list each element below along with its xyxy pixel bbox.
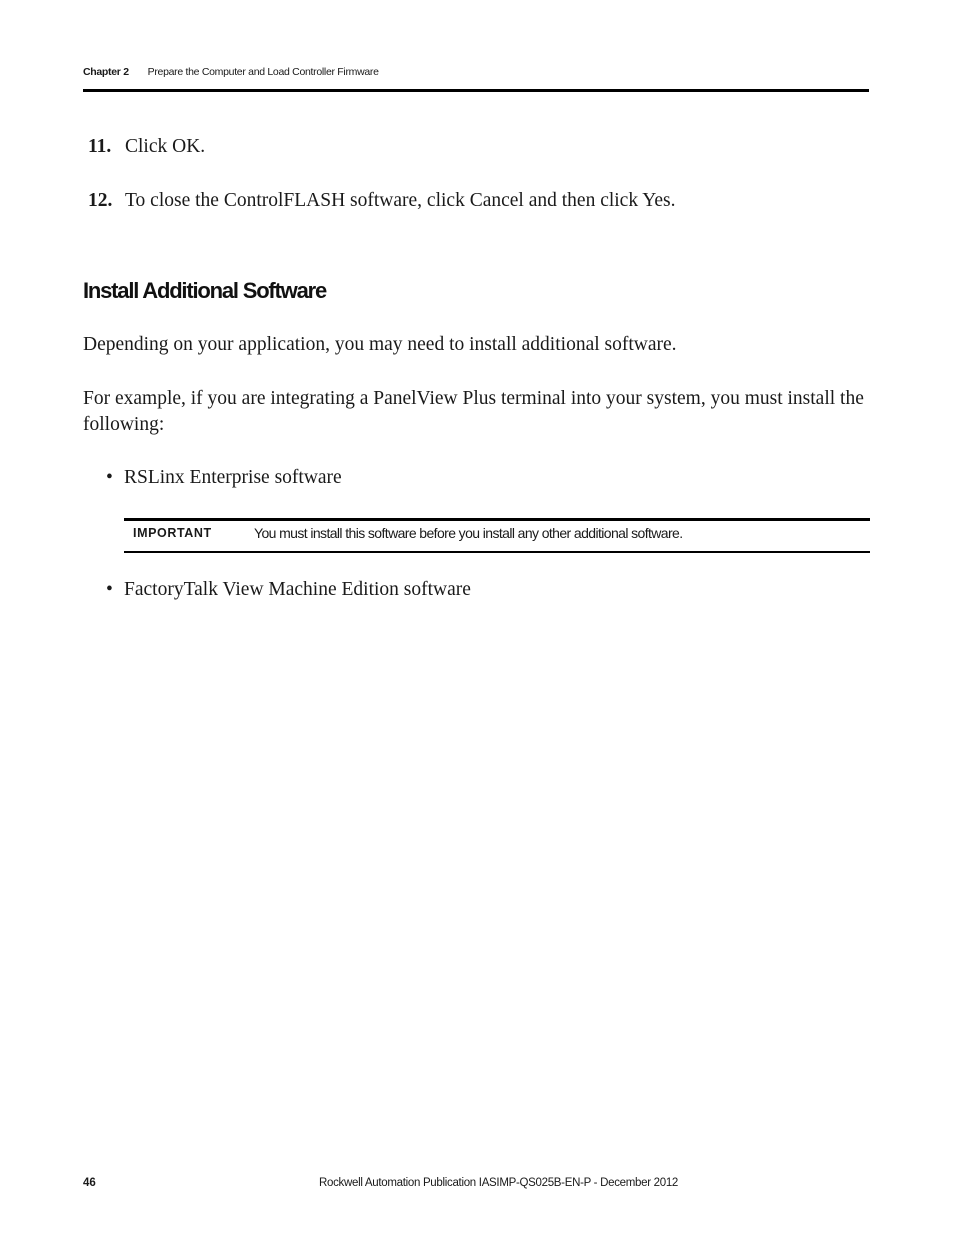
bullet-item-rslinx [106, 466, 342, 490]
page-number: 46 [83, 1177, 96, 1189]
step-number: 11. [88, 136, 112, 157]
bullet-icon: • [106, 467, 113, 488]
paragraph-intro: Depending on your application, you may need to install additional software. [83, 334, 677, 355]
step-text: Click OK. [125, 136, 206, 157]
chapter-title: Prepare the Computer and Load Controller Firmware [147, 66, 379, 78]
step-text: To close the ControlFLASH software, click Cancel and then click Yes. [125, 190, 676, 211]
running-header [83, 66, 869, 84]
publication-info: Rockwell Automation Publication IASIMP-QS025B-EN-P - December 2012 [319, 1177, 679, 1189]
step-11 [88, 135, 205, 159]
bullet-text: RSLinx Enterprise software [124, 467, 342, 488]
paragraph-example: For example, if you are integrating a PanelView Plus terminal into your system, you must install the following: [83, 388, 864, 435]
section-heading: Install Additional Software [83, 278, 327, 303]
step-12 [88, 189, 676, 213]
bullet-icon: • [106, 579, 113, 600]
important-note [124, 518, 870, 553]
step-number: 12. [88, 190, 113, 211]
important-text: You must install this software before you install any other additional software. [254, 525, 683, 541]
chapter-label: Chapter 2 [83, 66, 129, 78]
bullet-text: FactoryTalk View Machine Edition software [124, 579, 471, 600]
header-rule [83, 89, 869, 92]
important-label: IMPORTANT [133, 526, 212, 540]
bullet-item-factorytalk [106, 578, 471, 602]
